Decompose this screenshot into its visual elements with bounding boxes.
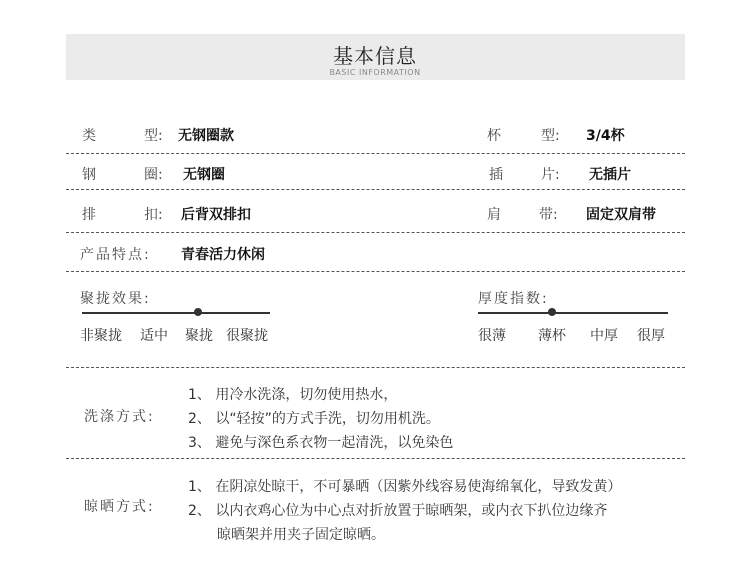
type-value: 无钢圈款 (178, 128, 234, 144)
clasp-label-b: 扣: (144, 207, 163, 223)
type-label-a: 类 (82, 128, 96, 144)
divider (66, 271, 685, 272)
type-label-b: 型: (144, 128, 163, 144)
push-effect-option: 非聚拢 (80, 328, 122, 344)
washing-line: 2、 以“轻按”的方式手洗，切勿用机洗。 (188, 411, 440, 427)
thickness-option: 很厚 (637, 328, 665, 344)
strap-label-b: 带: (539, 207, 558, 223)
thickness-option: 中厚 (590, 328, 618, 344)
thickness-marker (548, 308, 556, 316)
push-effect-option: 很聚拢 (226, 328, 268, 344)
underwire-label-b: 圈: (144, 167, 163, 183)
feature-label: 产品特点: (80, 247, 151, 263)
drying-label: 晾晒方式: (84, 499, 155, 515)
drying-line: 晾晒架并用夹子固定晾晒。 (217, 527, 385, 543)
page-title: 基本信息 (333, 44, 417, 68)
cup-value: 3/4杯 (586, 128, 625, 144)
washing-line: 1、 用冷水洗涤，切勿使用热水， (188, 387, 398, 403)
washing-label: 洗涤方式: (84, 409, 155, 425)
cup-label-a: 杯 (487, 128, 501, 144)
insert-label-a: 插 (489, 167, 503, 183)
insert-value: 无插片 (589, 167, 631, 183)
strap-label-a: 肩 (487, 207, 501, 223)
push-effect-marker (194, 308, 202, 316)
underwire-label-a: 钢 (82, 167, 96, 183)
strap-value: 固定双肩带 (586, 207, 656, 223)
thickness-track (478, 312, 668, 314)
divider (66, 367, 685, 368)
underwire-value: 无钢圈 (183, 167, 225, 183)
divider (66, 189, 685, 190)
page-subtitle: BASIC INFORMATION (329, 68, 421, 77)
clasp-label-a: 排 (82, 207, 96, 223)
thickness-option: 很薄 (478, 328, 506, 344)
divider (66, 232, 685, 233)
insert-label-b: 片: (541, 167, 560, 183)
thickness-label: 厚度指数: (478, 291, 549, 307)
clasp-value: 后背双排扣 (181, 207, 251, 223)
push-effect-label: 聚拢效果: (80, 291, 151, 307)
push-effect-option: 聚拢 (185, 328, 213, 344)
divider (66, 153, 685, 154)
push-effect-track (82, 312, 270, 314)
drying-line: 1、 在阴凉处晾干，不可暴晒（因紫外线容易使海绵氧化，导致发黄） (188, 479, 622, 495)
cup-label-b: 型: (541, 128, 560, 144)
feature-value: 青春活力休闲 (181, 247, 265, 263)
push-effect-option: 适中 (140, 328, 168, 344)
thickness-option: 薄杯 (538, 328, 566, 344)
drying-line: 2、 以内衣鸡心位为中心点对折放置于晾晒架，或内衣下扒位边缘齐 (188, 503, 608, 519)
divider (66, 458, 685, 459)
washing-line: 3、 避免与深色系衣物一起清洗，以免染色 (188, 435, 454, 451)
